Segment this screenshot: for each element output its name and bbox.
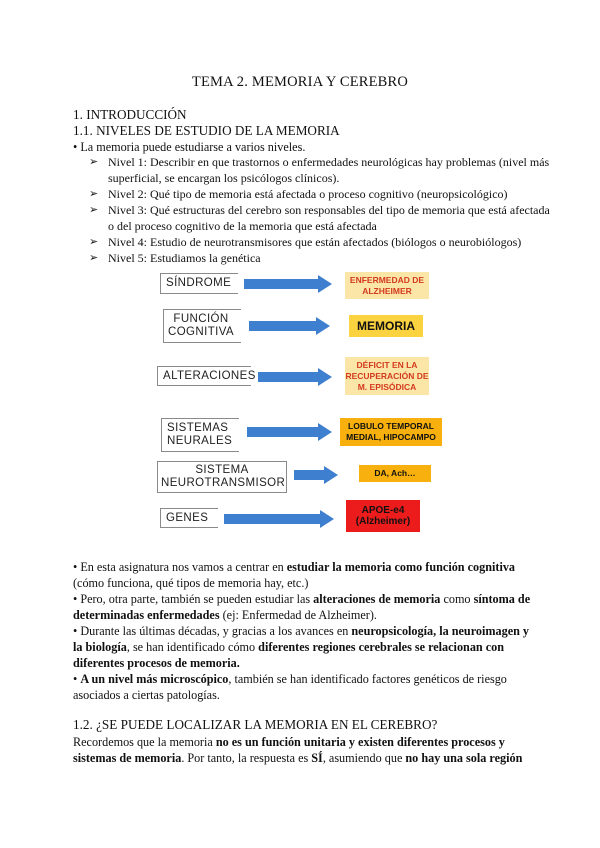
paragraph-recordemos: Recordemos que la memoria no es un función unitaria y existen diferentes procesos y sistemas de memoria. Por tanto, la respuesta es SÍ, asumiendo que no hay una sola región [73,735,523,765]
level-item: ➢ Nivel 4: Estudio de neurotransmisores que están afectados (biólogos o neurobiólogos) [89,235,522,249]
section-heading-localizar: 1.2. ¿SE PUEDE LOCALIZAR LA MEMORIA EN EL CEREBRO? [73,717,438,732]
arrow-bullet-icon: ➢ [89,188,99,200]
diagram-label-sistemas-neurales: SISTEMAS NEURALES [161,418,239,452]
level-item: ➢ Nivel 5: Estudiamos la genética [89,251,261,265]
section-heading-introduccion: 1. INTRODUCCIÓN [73,107,187,122]
arrow-bullet-icon: ➢ [89,204,99,216]
level-item: ➢ Nivel 3: Qué estructuras del cerebro son responsables del tipo de memoria que está afectada o del proceso cognitivo de la memoria que está afectada [89,203,550,233]
diagram-label-alteraciones: ALTERACIONES [157,366,251,386]
arrow-bullet-icon: ➢ [89,156,99,168]
diagram-result-deficit: DÉFICIT EN LA RECUPERACIÓN DE M. EPISÓDICA [345,357,429,395]
paragraph-alteraciones: • Pero, otra parte, también se pueden estudiar las alteraciones de memoria como síntoma de determinadas enfermedades (ej: Enfermedad de Alzheimer). [73,592,531,622]
diagram-result-lobulo-temporal: LOBULO TEMPORAL MEDIAL, HIPOCAMPO [340,418,442,446]
paragraph-asignatura: • En esta asignatura nos vamos a centrar en estudiar la memoria como función cognitiva (cómo funciona, qué tipos de memoria hay, etc.) [73,560,516,590]
paragraph-microscopico: • A un nivel más microscópico, también se han identificado factores genéticos de riesgo asociados a ciertas patologías. [73,672,507,702]
intro-bullet: • La memoria puede estudiarse a varios niveles. [73,140,306,154]
arrow-bullet-icon: ➢ [89,252,99,264]
diagram-label-sistema-neurotransmisor: SISTEMA NEUROTRANSMISOR [157,461,287,493]
diagram-result-alzheimer: ENFERMEDAD DE ALZHEIMER [345,272,429,299]
level-item: ➢ Nivel 1: Describir en que trastornos o enfermedades neurológicas hay problemas (nivel más superficial, se encargan los psicólogos clínicos). [89,155,550,185]
section-heading-niveles: 1.1. NIVELES DE ESTUDIO DE LA MEMORIA [73,123,340,138]
diagram-result-apoe: APOE-e4 (Alzheimer) [346,500,420,532]
level-item: ➢ Nivel 2: Qué tipo de memoria está afectada o proceso cognitivo (neuropsicológico) [89,187,508,201]
document-title: TEMA 2. MEMORIA Y CEREBRO [191,74,409,90]
diagram-label-sindrome: SÍNDROME [160,273,238,294]
diagram-label-genes: GENES [160,508,218,528]
diagram-result-da-ach: DA, Ach… [359,465,431,482]
diagram-result-memoria: MEMORIA [349,315,423,337]
arrow-bullet-icon: ➢ [89,236,99,248]
diagram-label-funcion-cognitiva: FUNCIÓN COGNITIVA [163,309,241,343]
paragraph-avances: • Durante las últimas décadas, y gracias a los avances en neuropsicología, la neuroimagen y la biología, se han identificado cómo diferentes regiones cerebrales se relacionan con diferentes procesos de memoria. [73,624,530,670]
